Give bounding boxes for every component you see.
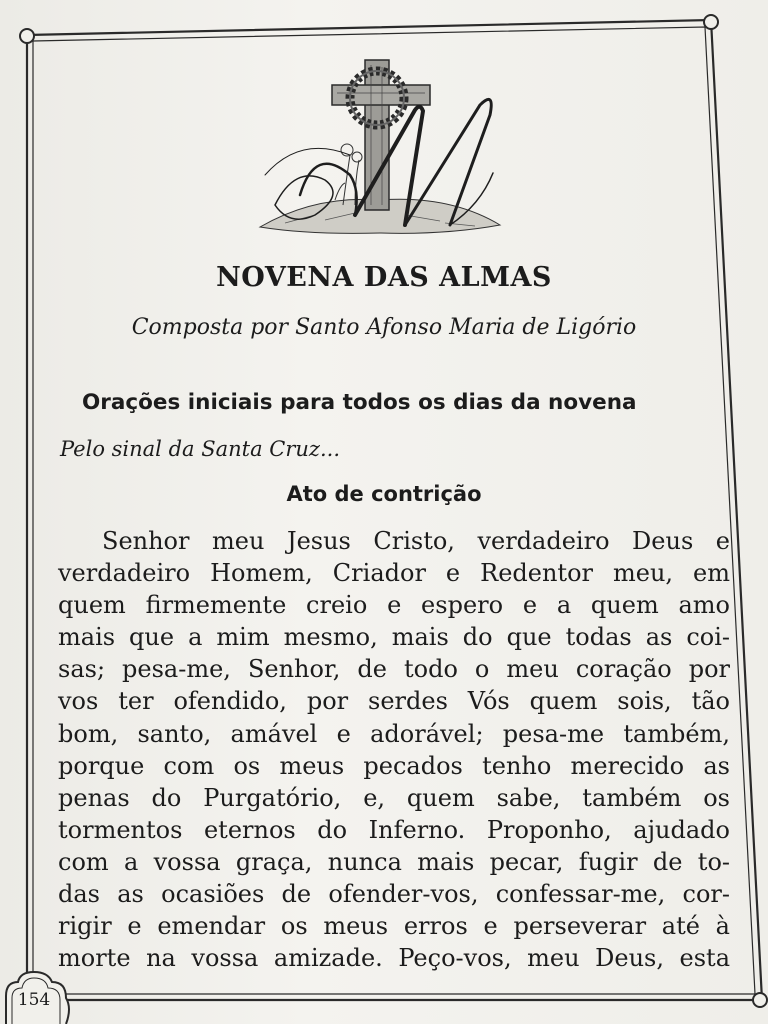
prayer-line: das as ocasiões de ofender-vos, confessar-me, cor- [58,880,730,909]
prayer-line: Senhor meu Jesus Cristo, verdadeiro Deus e [102,527,730,555]
prayer-paragraph [58,525,730,974]
page-number: 154 [17,990,51,1010]
prayer-line: vos ter ofendido, por serdes Vós quem sois, tão [58,687,730,716]
cross-with-wreath-and-monogram-M-icon [255,55,505,237]
act-of-contrition-heading: Ato de contrição [286,482,482,506]
page-title: NOVENA DAS ALMAS [216,262,552,293]
prayer-line: mais que a mim mesmo, mais do que todas as coi- [58,623,730,652]
prayer-line: morte na vossa amizade. Peço-vos, meu Deus, esta [58,944,730,973]
prayer-line: penas do Purgatório, e, quem sabe, também os [58,783,730,812]
prayer-line: com a vossa graça, nunca mais pecar, fugir de to- [58,847,730,876]
prayer-line: bom, santo, amável e adorável; pesa-me também, [58,719,730,748]
prayer-line: porque com os meus pecados tenho merecido as [58,751,730,780]
prayer-line: quem firmemente creio e espero e a quem amo [58,591,730,620]
prayer-line: verdadeiro Homem, Criador e Redentor meu, em [58,559,730,588]
sign-of-the-cross-line: Pelo sinal da Santa Cruz... [60,437,341,461]
prayer-line: rigir e emendar os meus erros e perseverar até à [58,912,730,941]
prayer-line: tormentos eternos do Inferno. Proponho, ajudado [58,815,730,844]
page-subtitle: Composta por Santo Afonso Maria de Ligório [131,315,637,340]
prayer-line: sas; pesa-me, Senhor, de todo o meu coração por [58,655,730,684]
section-heading: Orações iniciais para todos os dias da novena [82,390,637,415]
